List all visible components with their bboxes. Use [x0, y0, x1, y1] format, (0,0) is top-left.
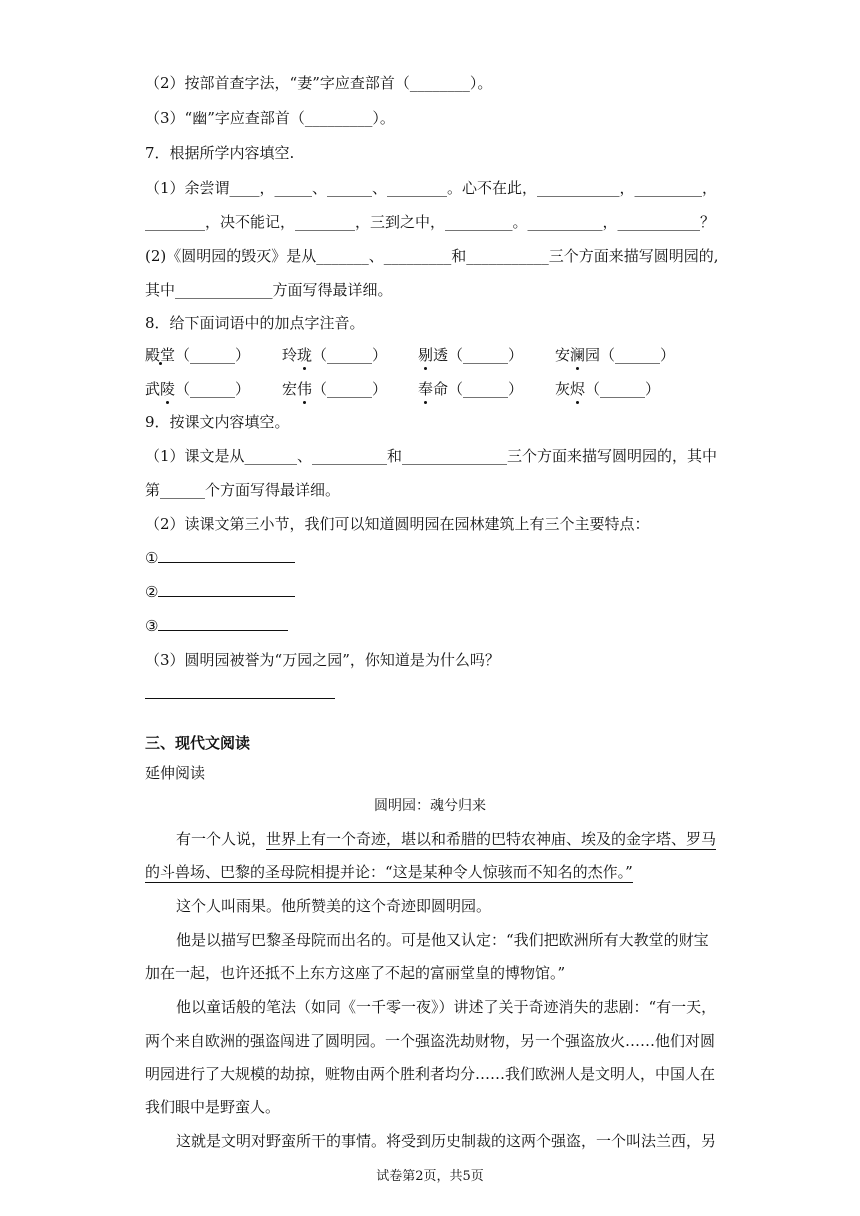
q6-part3: （3）“幽”字应查部首（_________）。 — [145, 109, 395, 127]
q9-line3: （2）读课文第三小节，我们可以知道圆明园在园林建筑上有三个主要特点： — [145, 515, 650, 533]
article-p2: 这个人叫雨果。他所赞美的这个奇迹即圆明园。 — [176, 897, 492, 915]
q8-word-5: 武陵（______） — [145, 380, 251, 398]
q9-feature-2: ② — [145, 582, 295, 602]
q6-part2: （2）按部首查字法，“妻”字应查部首（________）。 — [145, 74, 493, 92]
q8-title: 8．给下面词语中的加点字注音。 — [145, 314, 365, 332]
q8-word-6: 宏伟（______） — [282, 380, 388, 398]
q9-feature-3: ③ — [145, 616, 288, 636]
q9-line2: 第______个方面写得最详细。 — [145, 481, 341, 499]
article-p4-line1: 他以童话般的笔法（如同《一千零一夜》）讲述了关于奇迹消失的悲剧：“有一天， — [176, 998, 717, 1016]
q9-line4: （3）圆明园被誉为“万园之园”，你知道是为什么吗？ — [145, 651, 500, 669]
article-p5-line1: 这就是文明对野蛮所干的事情。将受到历史制裁的这两个强盗，一个叫法兰西，另 — [176, 1132, 717, 1150]
page-footer: 试卷第2页，共5页 — [376, 1169, 484, 1184]
article-p4-line3: 明园进行了大规模的劫掠，赃物由两个胜利者均分……我们欧洲人是文明人，中国人在 — [145, 1065, 716, 1083]
q9-feature-1: ① — [145, 548, 295, 568]
article-title: 圆明园：魂兮归来 — [374, 798, 486, 814]
article-p3-line1: 他是以描写巴黎圣母院而出名的。可是他又认定：“我们把欧洲所有大教堂的财宝 — [176, 931, 709, 949]
article-p3-line2: 加在一起，也许还抵不上东方这座了不起的富丽堂皇的博物馆。” — [145, 964, 566, 982]
section-subheading: 延伸阅读 — [145, 764, 206, 782]
q7-line1: （1）余尝谓____，_____、______、________。心不在此，___________，_________， — [145, 179, 718, 197]
q8-word-7: 奉命（______） — [418, 380, 524, 398]
q9-title: 9．按课文内容填空。 — [145, 413, 290, 431]
q7-line2: ________，决不能记，________，三到之中，_________。__________，___________？ — [145, 213, 716, 231]
article-p1-line1: 有一个人说，世界上有一个奇迹，堪以和希腊的巴特农神庙、埃及的金字塔、罗马 — [176, 830, 717, 848]
q8-word-3: 剔透（______） — [418, 346, 524, 364]
article-p4-line2: 两个来自欧洲的强盗闯进了圆明园。一个强盗洗劫财物，另一个强盗放火……他们对圆 — [145, 1032, 716, 1050]
q8-word-8: 灰烬（______） — [555, 380, 661, 398]
q8-word-4: 安澜园（______） — [555, 346, 676, 364]
q7-title: 7．根据所学内容填空. — [145, 144, 295, 162]
section-heading: 三、现代文阅读 — [145, 734, 251, 752]
q7-line4: 其中_____________方面写得最详细。 — [145, 281, 393, 299]
q7-line3: (2)《圆明园的毁灭》是从_______、_________和___________三个方面来描写圆明园的, — [145, 247, 719, 265]
article-p1-line2: 的斗兽场、巴黎的圣母院相提并论：“这是某种令人惊骇而不知名的杰作。” — [145, 863, 633, 881]
answer-line — [145, 697, 335, 699]
article-p4-line4: 我们眼中是野蛮人。 — [145, 1098, 281, 1116]
q8-word-2: 玲珑（______） — [282, 346, 388, 364]
q9-line1: （1）课文是从_______、__________和______________三个方面来描写圆明园的，其中 — [145, 447, 718, 465]
q8-word-1: 殿堂（______） — [145, 346, 251, 364]
